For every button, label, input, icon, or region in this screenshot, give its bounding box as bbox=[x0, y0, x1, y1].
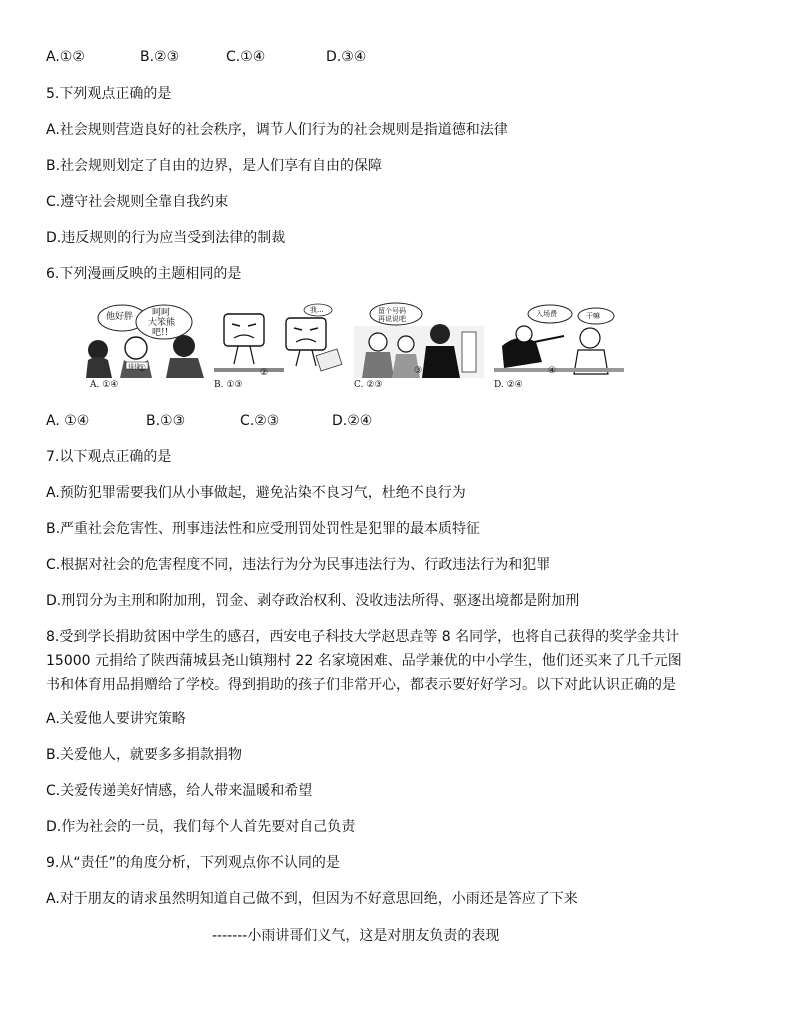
comic-1-bubble-1: 他好胖 bbox=[106, 312, 134, 322]
q7-stem: 7.以下观点正确的是 bbox=[46, 449, 172, 465]
q4-option-a: A.①② bbox=[46, 49, 85, 65]
comic-1-caption: A. ①④ bbox=[90, 380, 119, 390]
comic-1-sign: 排排 bbox=[128, 364, 141, 371]
q8-stem-line-1: 8.受到学长捐助贫困中学生的感召，西安电子科技大学赵思垚等 8 名同学，也将自己获得的奖学金共计 bbox=[46, 629, 680, 645]
comic-4-number: ④ bbox=[548, 366, 557, 376]
comic-3-caption: C. ②③ bbox=[354, 380, 383, 390]
comic-3 bbox=[354, 302, 484, 392]
q8-option-d: D.作为社会的一员，我们每个人首先要对自己负责 bbox=[46, 819, 356, 835]
q7-option-a: A.预防犯罪需要我们从小事做起，避免沾染不良习气，杜绝不良行为 bbox=[46, 485, 466, 501]
q5-option-c: C.遵守社会规则全靠自我约束 bbox=[46, 194, 229, 210]
comic-1-bubble-3: 大笨熊 bbox=[148, 318, 176, 328]
comic-1-bubble-2: 呵呵 bbox=[152, 308, 171, 318]
q8-option-b: B.关爱他人，就要多多捐款捐物 bbox=[46, 747, 243, 763]
q5-stem: 5.下列观点正确的是 bbox=[46, 86, 172, 102]
q5-option-a: A.社会规则营造良好的社会秩序，调节人们行为的社会规则是指道德和法律 bbox=[46, 122, 508, 138]
q8-option-a: A.关爱他人要讲究策略 bbox=[46, 711, 186, 727]
comic-3-number: ③ bbox=[414, 366, 423, 376]
q6-option-c: C.②③ bbox=[240, 413, 280, 429]
comic-1 bbox=[86, 302, 204, 392]
q5-option-d: D.违反规则的行为应当受到法律的制裁 bbox=[46, 230, 286, 246]
q7-option-b: B.严重社会危害性、刑事违法性和应受刑罚处罚性是犯罪的最本质特征 bbox=[46, 521, 481, 537]
comic-2-caption: B. ①③ bbox=[214, 380, 243, 390]
comic-4-drawing bbox=[494, 302, 624, 378]
comic-2-drawing bbox=[214, 302, 344, 378]
q6-comic-strip bbox=[86, 302, 642, 392]
comic-4 bbox=[494, 302, 624, 392]
comic-1-bubble-4: 吧!! bbox=[152, 328, 169, 338]
q8-option-c: C.关爱传递美好情感，给人带来温暖和希望 bbox=[46, 783, 313, 799]
comic-3-bubble-1: 留个号码 bbox=[378, 307, 406, 315]
q8-stem-line-3: 书和体育用品捐赠给了学校。得到捐助的孩子们非常开心，都表示要好好学习。以下对此认识正确的是 bbox=[46, 677, 676, 693]
comic-2-number: ② bbox=[260, 368, 269, 378]
q6-stem: 6.下列漫画反映的主题相同的是 bbox=[46, 266, 242, 282]
comic-2 bbox=[214, 302, 344, 392]
q6-option-a: A. ①④ bbox=[46, 413, 90, 429]
q6-option-b: B.①③ bbox=[146, 413, 186, 429]
q5-option-b: B.社会规则划定了自由的边界，是人们享有自由的保障 bbox=[46, 158, 383, 174]
comic-4-bubble-1: 入场费 bbox=[536, 310, 557, 318]
comic-4-bubble-2: 干嘛 bbox=[586, 312, 600, 320]
comic-4-caption: D. ②④ bbox=[494, 380, 523, 390]
q4-option-c: C.①④ bbox=[226, 49, 266, 65]
comic-3-bubble-2: 再说说吧 bbox=[378, 315, 406, 323]
q7-option-c: C.根据对社会的危害程度不同，违法行为分为民事违法行为、行政违法行为和犯罪 bbox=[46, 557, 551, 573]
comic-1-number: ① bbox=[138, 364, 147, 374]
q8-stem-line-2: 15000 元捐给了陕西蒲城县尧山镇翔村 22 名家境困难、品学兼优的中小学生，他们还买来了几千元图 bbox=[46, 653, 682, 669]
q9-stem: 9.从“责任”的角度分析，下列观点你不认同的是 bbox=[46, 855, 340, 871]
q4-option-b: B.②③ bbox=[140, 49, 180, 65]
q9-option-a-note: -------小雨讲哥们义气，这是对朋友负责的表现 bbox=[212, 928, 500, 944]
q7-option-d: D.刑罚分为主刑和附加刑，罚金、剥夺政治权利、没收违法所得、驱逐出境都是附加刑 bbox=[46, 593, 580, 609]
q6-option-d: D.②④ bbox=[332, 413, 373, 429]
q9-option-a: A.对于朋友的请求虽然明知道自己做不到，但因为不好意思回绝，小雨还是答应了下来 bbox=[46, 891, 578, 907]
comic-2-bubble: 我... bbox=[310, 306, 324, 314]
q4-option-d: D.③④ bbox=[326, 49, 367, 65]
